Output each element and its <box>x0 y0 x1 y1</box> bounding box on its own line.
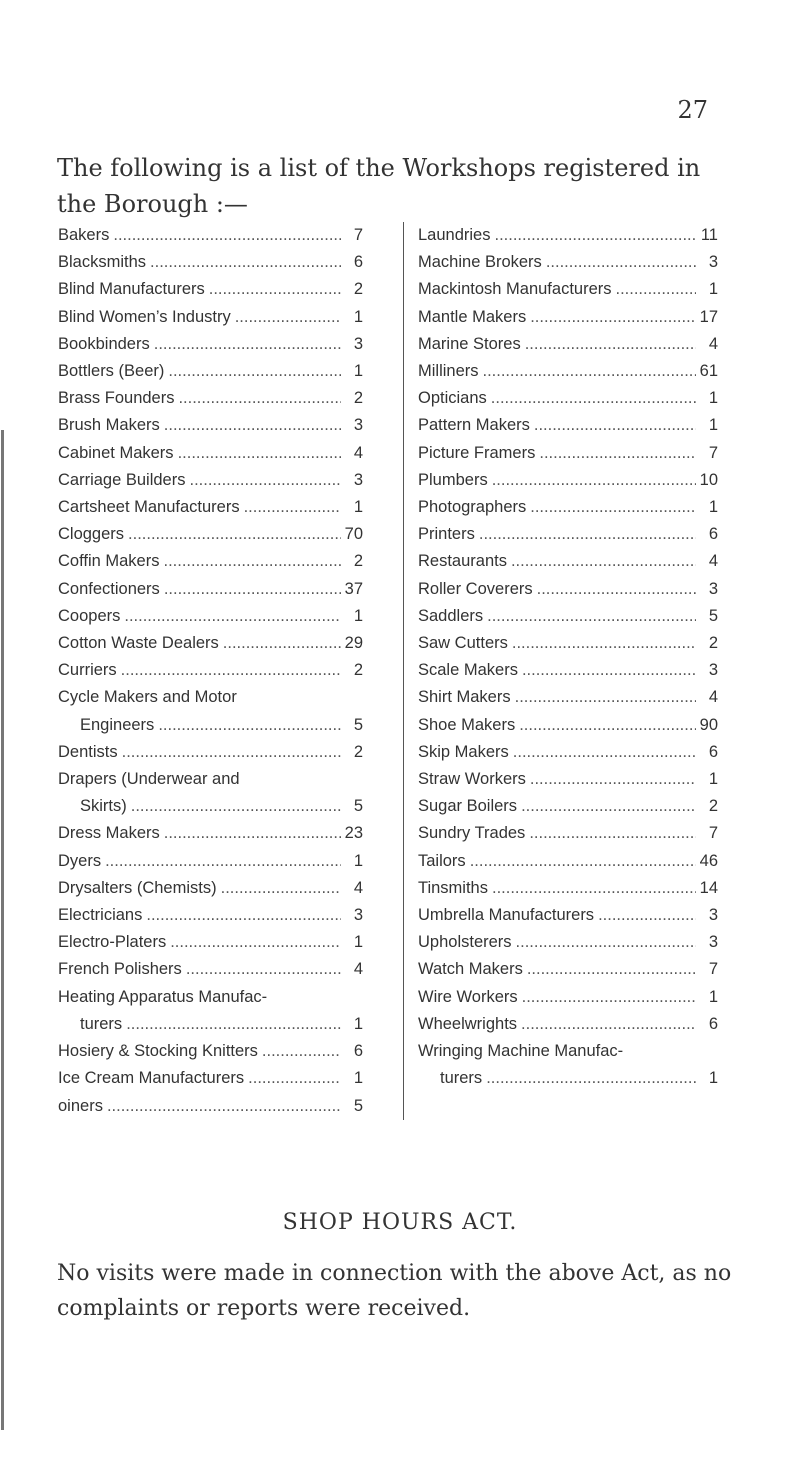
workshop-name: Opticians <box>418 389 487 408</box>
workshop-name: Umbrella Manufacturers <box>418 906 595 925</box>
dot-leader <box>525 331 696 358</box>
workshop-entry <box>58 249 363 276</box>
workshop-entry <box>58 1011 363 1038</box>
workshop-name: Shirt Makers <box>418 688 511 707</box>
dot-leader <box>178 440 341 467</box>
dot-leader <box>530 766 696 793</box>
workshop-entry-name-line <box>58 684 363 711</box>
workshop-name: Dress Makers <box>58 824 160 843</box>
dot-leader <box>527 956 696 983</box>
workshop-name: Cabinet Makers <box>58 443 174 462</box>
workshop-name: Cartsheet Manufacturers <box>58 498 240 517</box>
workshop-entry-name-line <box>418 1038 718 1065</box>
workshop-name: Sundry Trades <box>418 824 526 843</box>
workshop-entry <box>418 929 718 956</box>
dot-leader <box>146 902 341 929</box>
workshop-entry <box>418 820 718 847</box>
workshop-entry <box>58 1093 363 1120</box>
workshop-entry <box>58 1065 363 1092</box>
dot-leader <box>470 848 696 875</box>
workshop-name: Electricians <box>58 906 143 925</box>
workshop-name: oiners <box>58 1096 103 1115</box>
dot-leader <box>492 467 696 494</box>
workshop-entry <box>58 956 363 983</box>
binding-edge-shadow <box>1 430 4 1430</box>
dot-leader <box>189 467 341 494</box>
workshop-entry <box>58 331 363 358</box>
dot-leader <box>244 494 341 521</box>
dot-leader <box>122 739 341 766</box>
workshop-entry <box>58 657 363 684</box>
workshop-count: 3 <box>708 661 718 680</box>
workshop-name: Coffin Makers <box>58 552 160 571</box>
workshop-list-left-column <box>58 222 403 1120</box>
workshop-count: 2 <box>353 389 363 408</box>
workshop-name: Bakers <box>58 226 110 244</box>
workshop-name: Blind Manufacturers <box>58 280 205 299</box>
workshop-count: 3 <box>353 416 363 435</box>
workshop-name: Confectioners <box>58 579 160 598</box>
workshop-count: 1 <box>708 770 718 789</box>
dot-leader <box>521 793 696 820</box>
workshop-name: Roller Coverers <box>418 579 533 598</box>
workshop-entry <box>418 657 718 684</box>
workshop-entry <box>418 467 718 494</box>
workshop-name: Sugar Boilers <box>418 797 518 816</box>
workshop-count: 29 <box>344 634 363 653</box>
workshop-entry <box>58 222 363 249</box>
workshop-entry <box>58 603 363 630</box>
workshop-name: Straw Workers <box>418 770 526 789</box>
workshop-count: 37 <box>344 579 363 598</box>
workshop-count: 11 <box>700 226 718 244</box>
workshop-name: Mackintosh Manufacturers <box>418 280 612 299</box>
workshop-count: 1 <box>708 987 718 1006</box>
workshop-name: Scale Makers <box>418 661 518 680</box>
dot-leader <box>534 412 696 439</box>
workshop-count: 1 <box>708 416 718 435</box>
workshop-entry <box>418 1065 718 1092</box>
workshop-count: 70 <box>344 525 363 544</box>
workshop-entry <box>58 276 363 303</box>
workshop-name: Electro-Platers <box>58 933 167 952</box>
dot-leader <box>491 385 696 412</box>
workshop-count: 1 <box>353 606 363 625</box>
dot-leader <box>178 385 341 412</box>
workshop-entry <box>418 304 718 331</box>
dot-leader <box>163 548 341 575</box>
workshop-name: Wringing Machine Manufac- <box>418 1042 624 1061</box>
workshop-entry <box>418 984 718 1011</box>
workshop-count: 4 <box>708 552 718 571</box>
workshop-name: Drysalters (Chemists) <box>58 878 217 897</box>
workshop-entry <box>418 412 718 439</box>
workshop-entry <box>418 902 718 929</box>
workshop-name: Wheelwrights <box>418 1014 518 1033</box>
workshop-entry <box>58 929 363 956</box>
dot-leader <box>479 521 696 548</box>
workshop-count: 3 <box>353 334 363 353</box>
workshop-name: Blacksmiths <box>58 253 147 272</box>
workshop-name: Printers <box>418 525 475 544</box>
workshop-count: 5 <box>353 797 363 816</box>
workshop-name: Saw Cutters <box>418 634 508 653</box>
workshop-entry <box>418 494 718 521</box>
workshop-entry <box>418 249 718 276</box>
dot-leader <box>121 657 341 684</box>
workshop-name: Machine Brokers <box>418 253 542 272</box>
workshop-name-continued: turers <box>440 1069 483 1088</box>
dot-leader <box>522 984 696 1011</box>
workshop-entry <box>418 548 718 575</box>
workshop-name: Shoe Makers <box>418 715 516 734</box>
workshop-count: 10 <box>699 470 718 489</box>
workshop-entry <box>418 603 718 630</box>
workshop-count: 23 <box>344 824 363 843</box>
workshop-name: Watch Makers <box>418 960 523 979</box>
workshop-name: Saddlers <box>418 606 484 625</box>
workshop-count: 5 <box>353 1096 363 1115</box>
workshop-entry <box>418 793 718 820</box>
workshop-count: 3 <box>353 470 363 489</box>
workshop-entry <box>418 956 718 983</box>
dot-leader <box>262 1038 341 1065</box>
workshop-entry <box>58 494 363 521</box>
dot-leader <box>492 875 696 902</box>
workshop-name: Cloggers <box>58 525 125 544</box>
workshop-name-continued: Skirts) <box>80 797 127 816</box>
dot-leader <box>164 576 341 603</box>
workshop-entry <box>58 1038 363 1065</box>
workshop-count: 2 <box>708 634 718 653</box>
workshop-count: 5 <box>353 715 363 734</box>
dot-leader <box>529 820 696 847</box>
dot-leader <box>209 276 341 303</box>
workshop-entry <box>418 440 718 467</box>
workshop-entry <box>418 521 718 548</box>
intro-paragraph: The following is a list of the Workshops registered in the Borough :— <box>57 154 701 218</box>
workshop-count: 5 <box>708 606 718 625</box>
workshop-entry-name-line <box>58 766 363 793</box>
workshop-count: 4 <box>708 688 718 707</box>
workshop-name: Carriage Builders <box>58 470 186 489</box>
workshop-count: 1 <box>708 280 718 299</box>
workshop-name: Tinsmiths <box>418 878 488 897</box>
workshop-name: Coopers <box>58 606 121 625</box>
section-body: No visits were made in connection with the above Act, as no complaints or reports were received. <box>57 1261 732 1321</box>
workshop-name: Laundries <box>418 226 491 244</box>
workshop-name: Mantle Makers <box>418 307 527 326</box>
workshop-name: Milliners <box>418 362 479 381</box>
workshop-entry <box>58 358 363 385</box>
workshop-count: 6 <box>353 253 363 272</box>
workshop-count: 6 <box>708 525 718 544</box>
dot-leader <box>131 793 341 820</box>
workshop-entry <box>58 385 363 412</box>
workshop-count: 6 <box>708 1014 718 1033</box>
workshop-name: Dentists <box>58 742 118 761</box>
workshop-count: 2 <box>353 280 363 299</box>
workshop-name: Brass Founders <box>58 389 175 408</box>
workshop-name: Photographers <box>418 498 527 517</box>
workshop-entry <box>58 793 363 820</box>
dot-leader <box>186 956 341 983</box>
workshop-name: Wire Workers <box>418 987 518 1006</box>
workshop-count: 14 <box>699 878 718 897</box>
dot-leader <box>511 548 696 575</box>
dot-leader <box>235 304 341 331</box>
workshop-count: 1 <box>353 1069 363 1088</box>
dot-leader <box>537 576 696 603</box>
workshop-entry <box>418 875 718 902</box>
workshop-count: 3 <box>708 933 718 952</box>
dot-leader <box>107 1093 341 1120</box>
workshop-name: Blind Women’s Industry <box>58 307 231 326</box>
workshop-count: 4 <box>353 443 363 462</box>
workshop-entry <box>58 739 363 766</box>
workshop-name: Bookbinders <box>58 334 150 353</box>
workshop-count: 2 <box>353 742 363 761</box>
workshop-count: 2 <box>353 661 363 680</box>
workshop-count: 6 <box>353 1042 363 1061</box>
dot-leader <box>530 494 696 521</box>
workshop-entry <box>418 630 718 657</box>
workshop-entry <box>418 684 718 711</box>
workshop-count: 4 <box>353 878 363 897</box>
workshop-name: Bottlers (Beer) <box>58 362 165 381</box>
dot-leader <box>158 712 341 739</box>
workshop-entry <box>418 712 718 739</box>
dot-leader <box>128 521 341 548</box>
dot-leader <box>530 304 695 331</box>
workshop-count: 2 <box>353 552 363 571</box>
dot-leader <box>516 929 696 956</box>
workshop-count: 1 <box>353 307 363 326</box>
workshop-entry <box>58 548 363 575</box>
workshop-count: 2 <box>708 797 718 816</box>
dot-leader <box>521 1011 696 1038</box>
dot-leader <box>486 1065 696 1092</box>
workshop-entry <box>58 902 363 929</box>
workshop-entry <box>58 304 363 331</box>
workshop-count: 61 <box>699 362 718 381</box>
workshop-name: Pattern Makers <box>418 416 530 435</box>
dot-leader <box>168 358 341 385</box>
dot-leader <box>154 331 341 358</box>
workshop-entry <box>58 712 363 739</box>
workshop-count: 4 <box>353 960 363 979</box>
workshop-name: Cycle Makers and Motor <box>58 688 237 707</box>
workshop-name: Dyers <box>58 851 102 870</box>
workshop-name: Curriers <box>58 661 117 680</box>
workshop-entry <box>58 875 363 902</box>
workshop-name: Marine Stores <box>418 334 521 353</box>
dot-leader <box>124 603 341 630</box>
workshop-count: 46 <box>699 851 718 870</box>
dot-leader <box>546 249 696 276</box>
workshop-name-continued: Engineers <box>80 715 155 734</box>
workshop-count: 7 <box>708 443 718 462</box>
workshop-entry <box>58 848 363 875</box>
workshop-entry <box>58 412 363 439</box>
dot-leader <box>126 1011 341 1038</box>
workshop-list-right-column <box>403 222 718 1120</box>
workshop-name: Skip Makers <box>418 742 509 761</box>
workshop-count: 4 <box>708 334 718 353</box>
workshop-count: 1 <box>353 362 363 381</box>
workshop-name: Plumbers <box>418 470 488 489</box>
dot-leader <box>513 739 696 766</box>
workshop-entry <box>58 521 363 548</box>
workshop-entry <box>58 630 363 657</box>
workshop-entry <box>58 467 363 494</box>
workshop-entry <box>418 222 718 249</box>
workshop-name: Tailors <box>418 851 466 870</box>
page-number: 27 <box>677 96 708 124</box>
workshop-name: French Polishers <box>58 960 182 979</box>
workshop-name: Hosiery & Stocking Knitters <box>58 1042 258 1061</box>
section-heading: SHOP HOURS ACT. <box>282 1210 518 1235</box>
workshop-count: 7 <box>708 960 718 979</box>
workshop-count: 1 <box>708 498 718 517</box>
dot-leader <box>539 440 696 467</box>
dot-leader <box>487 603 696 630</box>
workshop-count: 7 <box>353 226 363 244</box>
workshop-count: 90 <box>699 715 718 734</box>
dot-leader <box>616 276 697 303</box>
workshop-name: Ice Cream Manufacturers <box>58 1069 245 1088</box>
workshop-count: 1 <box>353 851 363 870</box>
dot-leader <box>248 1065 341 1092</box>
workshop-entry <box>58 820 363 847</box>
workshop-name: Upholsterers <box>418 933 512 952</box>
workshop-count: 17 <box>699 307 718 326</box>
dot-leader <box>512 630 696 657</box>
workshop-entry <box>58 576 363 603</box>
workshop-entry <box>58 440 363 467</box>
workshop-entry <box>418 739 718 766</box>
workshop-count: 1 <box>353 933 363 952</box>
workshop-entry <box>418 766 718 793</box>
workshop-entry <box>418 276 718 303</box>
workshop-count: 1 <box>708 1069 718 1088</box>
workshop-name: Picture Framers <box>418 443 536 462</box>
workshop-entry <box>418 358 718 385</box>
workshop-count: 3 <box>708 906 718 925</box>
workshop-count: 1 <box>353 1014 363 1033</box>
dot-leader <box>113 222 341 249</box>
workshop-count: 3 <box>353 906 363 925</box>
dot-leader <box>515 684 696 711</box>
workshop-name-continued: turers <box>80 1014 123 1033</box>
workshop-entry <box>418 848 718 875</box>
dot-leader <box>105 848 341 875</box>
dot-leader <box>522 657 696 684</box>
dot-leader <box>519 712 695 739</box>
dot-leader <box>223 630 341 657</box>
workshop-list <box>58 222 738 1120</box>
workshop-count: 3 <box>708 253 718 272</box>
dot-leader <box>483 358 696 385</box>
workshop-count: 3 <box>708 579 718 598</box>
workshop-name: Cotton Waste Dealers <box>58 634 219 653</box>
dot-leader <box>170 929 341 956</box>
dot-leader <box>164 412 341 439</box>
dot-leader <box>150 249 341 276</box>
workshop-entry <box>418 1011 718 1038</box>
workshop-name: Heating Apparatus Manufac- <box>58 987 268 1006</box>
workshop-count: 1 <box>353 498 363 517</box>
workshop-count: 7 <box>708 824 718 843</box>
workshop-name: Brush Makers <box>58 416 160 435</box>
workshop-entry <box>418 385 718 412</box>
workshop-count: 1 <box>708 389 718 408</box>
dot-leader <box>221 875 341 902</box>
dot-leader <box>598 902 696 929</box>
dot-leader <box>164 820 341 847</box>
workshop-name: Drapers (Underwear and <box>58 770 240 789</box>
workshop-entry <box>418 576 718 603</box>
workshop-count: 6 <box>708 742 718 761</box>
workshop-entry-name-line <box>58 984 363 1011</box>
workshop-name: Restaurants <box>418 552 507 571</box>
workshop-entry <box>418 331 718 358</box>
dot-leader <box>494 222 696 249</box>
